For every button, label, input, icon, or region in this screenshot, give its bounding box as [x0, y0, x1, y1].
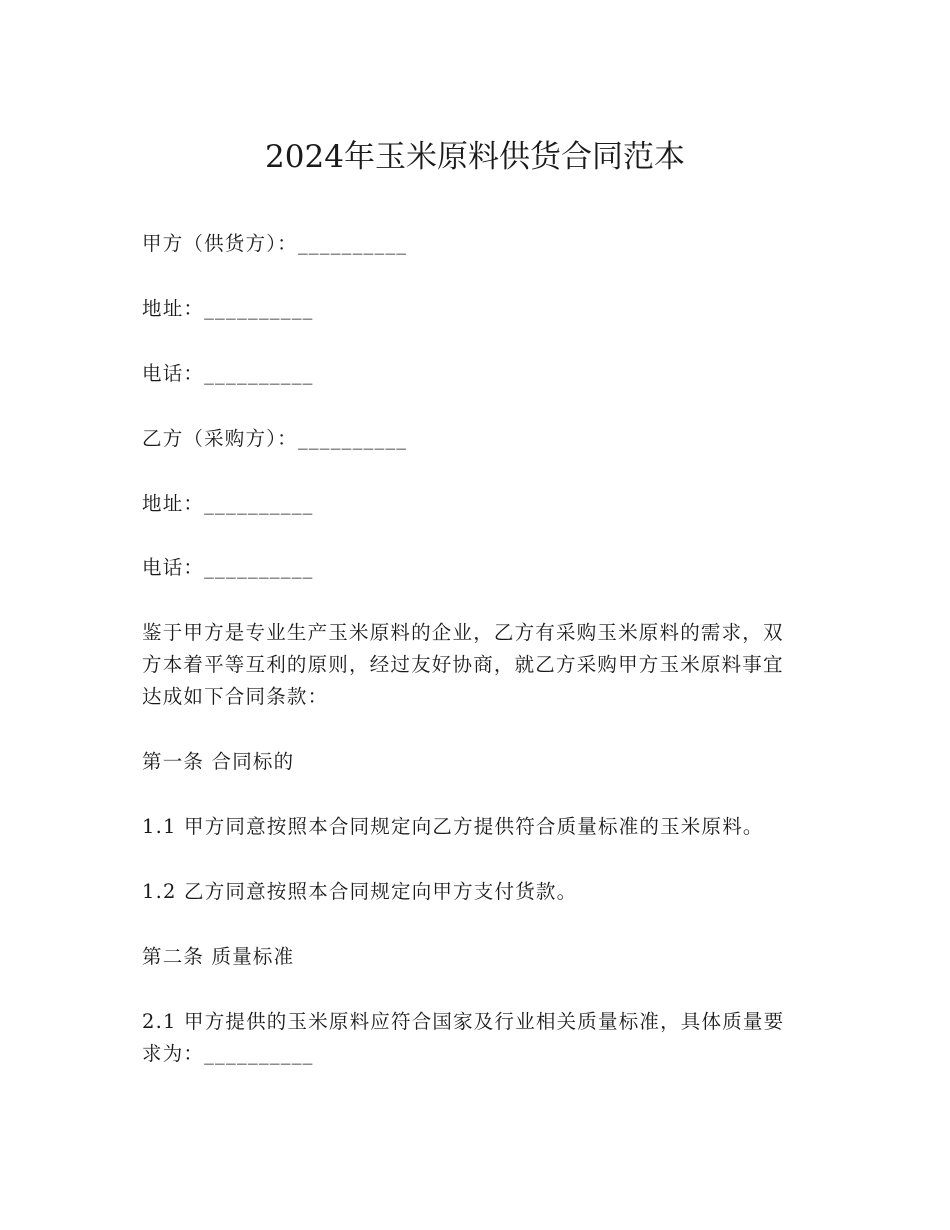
- party-a-phone: 电话：__________: [142, 362, 314, 385]
- preamble-paragraph: 鉴于甲方是专业生产玉米原料的企业，乙方有采购玉米原料的需求，双方本着平等互利的原则，经过友好协商，就乙方采购甲方玉米原料事宜达成如下合同条款：: [142, 621, 784, 708]
- clause-1-1: 1.1 甲方同意按照本合同规定向乙方提供符合质量标准的玉米原料。: [142, 815, 764, 838]
- article-2-heading: 第二条 质量标准: [142, 945, 295, 968]
- party-a-name: 甲方（供货方）：__________: [142, 232, 408, 255]
- party-b-name: 乙方（采购方）：__________: [142, 427, 408, 450]
- article-1-heading: 第一条 合同标的: [142, 750, 295, 773]
- clause-2-1: 2.1 甲方提供的玉米原料应符合国家及行业相关质量标准，具体质量要求为：__________: [142, 1010, 785, 1065]
- party-b-phone: 电话：__________: [142, 556, 314, 579]
- document-title: 2024年玉米原料供货合同范本: [265, 139, 685, 175]
- party-a-address: 地址：__________: [142, 297, 314, 320]
- party-b-address: 地址：__________: [142, 492, 314, 515]
- clause-1-2: 1.2 乙方同意按照本合同规定向甲方支付货款。: [142, 880, 578, 903]
